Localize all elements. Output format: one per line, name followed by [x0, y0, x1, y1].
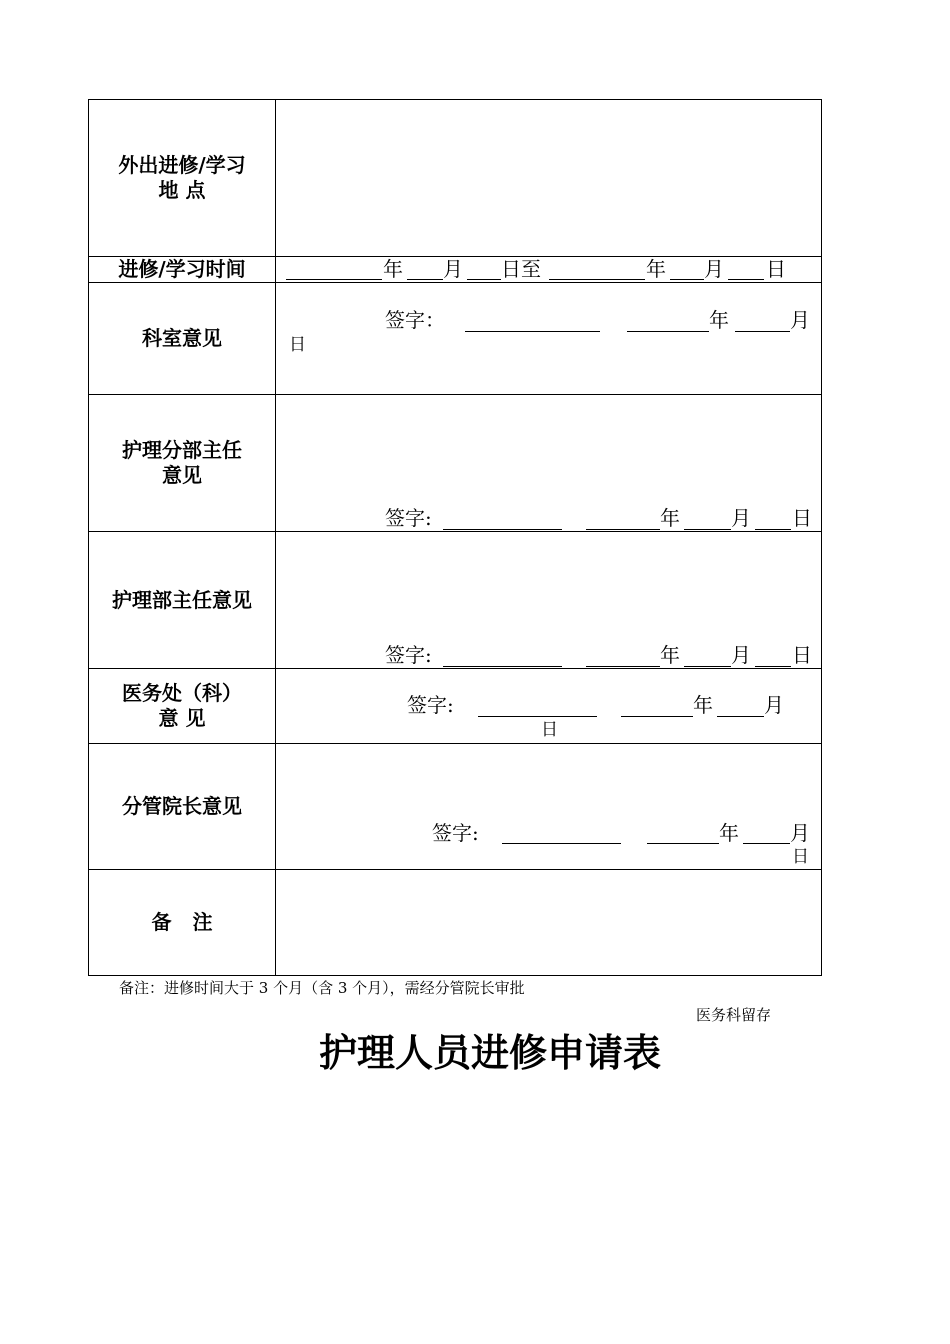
nursing-sub-sign-label: 签字:	[385, 506, 432, 530]
vp-year-unit: 年	[719, 821, 739, 845]
vice-president-label-text: 分管院长意见	[122, 794, 242, 818]
medical-affairs-sign-blank[interactable]	[478, 716, 597, 717]
nursing-dept-day-unit: 日	[792, 643, 812, 667]
end-day-blank[interactable]	[728, 279, 764, 280]
nursing-director-label	[89, 532, 276, 668]
medical-affairs-month-unit: 月	[764, 693, 784, 717]
start-day-to: 日至	[501, 257, 541, 281]
start-year-unit: 年	[383, 257, 403, 281]
remarks-label	[89, 870, 276, 975]
nursing-dept-day-blank[interactable]	[755, 666, 791, 667]
nursing-sub-month-blank[interactable]	[684, 529, 731, 530]
nursing-sub-sign-blank[interactable]	[443, 529, 562, 530]
vice-president-field[interactable]	[276, 744, 821, 869]
nursing-sub-year-unit: 年	[660, 506, 680, 530]
dept-day-unit: 日	[289, 335, 306, 355]
vice-president-label	[89, 744, 276, 869]
medical-affairs-line1: 医务处（科）	[122, 681, 242, 705]
medical-affairs-field[interactable]	[276, 669, 821, 743]
start-month-blank[interactable]	[407, 279, 443, 280]
medical-affairs-year-unit: 年	[693, 693, 713, 717]
dept-opinion-row	[89, 283, 821, 395]
nursing-sub-director-row	[89, 395, 821, 532]
medical-affairs-day-unit: 日	[541, 720, 558, 740]
page-title: 护理人员进修申请表	[318, 1031, 661, 1075]
nursing-sub-year-blank[interactable]	[586, 529, 660, 530]
nursing-dept-month-blank[interactable]	[684, 666, 731, 667]
nursing-dept-sign-label: 签字:	[385, 643, 432, 667]
form-table	[88, 99, 822, 976]
dept-opinion-label-text: 科室意见	[142, 326, 222, 350]
vp-sign-blank[interactable]	[502, 843, 621, 844]
vp-month-blank[interactable]	[743, 843, 790, 844]
nursing-dept-sign-blank[interactable]	[443, 666, 562, 667]
location-label-line1: 外出进修/学习	[118, 153, 246, 177]
nursing-sub-day-unit: 日	[792, 506, 812, 530]
dept-month-blank[interactable]	[735, 331, 790, 332]
nursing-sub-director-field[interactable]	[276, 395, 821, 531]
period-row	[89, 257, 821, 283]
period-field[interactable]	[276, 257, 821, 282]
location-label	[89, 100, 276, 256]
nursing-director-row	[89, 532, 821, 669]
vp-month-unit: 月	[790, 821, 810, 845]
remarks-row	[89, 870, 821, 975]
period-label-text: 进修/学习时间	[118, 257, 246, 281]
dept-sign-blank[interactable]	[465, 331, 600, 332]
remarks-field[interactable]	[276, 870, 821, 975]
vp-sign-label: 签字:	[432, 821, 479, 845]
dept-sign-label: 签字：	[385, 308, 445, 332]
end-month-blank[interactable]	[670, 279, 704, 280]
medical-affairs-label	[89, 669, 276, 743]
period-label	[89, 257, 276, 282]
nursing-sub-director-line1: 护理分部主任	[122, 438, 242, 462]
dept-opinion-label	[89, 283, 276, 394]
location-row	[89, 100, 821, 257]
nursing-sub-month-unit: 月	[731, 506, 751, 530]
end-year-unit: 年	[646, 257, 666, 281]
start-year-blank[interactable]	[286, 279, 382, 280]
nursing-director-field[interactable]	[276, 532, 821, 668]
location-field[interactable]	[276, 100, 821, 256]
nursing-sub-director-line2: 意见	[162, 463, 202, 487]
end-day-unit: 日	[766, 257, 786, 281]
end-year-blank[interactable]	[549, 279, 645, 280]
nursing-dept-month-unit: 月	[731, 643, 751, 667]
dept-month-unit: 月	[790, 308, 810, 332]
medical-affairs-line2: 意 见	[158, 706, 206, 730]
footnote: 备注：进修时间大于 3 个月（含 3 个月），需经分管院长审批	[119, 979, 525, 997]
end-month-unit: 月	[704, 257, 724, 281]
keep-note: 医务科留存	[696, 1006, 772, 1024]
dept-opinion-field[interactable]	[276, 283, 821, 394]
dept-year-unit: 年	[709, 308, 729, 332]
nursing-dept-year-blank[interactable]	[586, 666, 660, 667]
nursing-dept-year-unit: 年	[660, 643, 680, 667]
remarks-label-text: 备 注	[151, 910, 213, 934]
nursing-director-label-text: 护理部主任意见	[112, 587, 252, 612]
nursing-sub-director-label	[89, 395, 276, 531]
nursing-sub-day-blank[interactable]	[755, 529, 791, 530]
start-month-unit: 月	[443, 257, 463, 281]
medical-affairs-sign-label: 签字:	[407, 693, 454, 717]
vp-year-blank[interactable]	[647, 843, 719, 844]
dept-year-blank[interactable]	[627, 331, 709, 332]
medical-affairs-year-blank[interactable]	[621, 716, 693, 717]
start-day-blank[interactable]	[467, 279, 501, 280]
medical-affairs-row	[89, 669, 821, 744]
vice-president-row	[89, 744, 821, 870]
medical-affairs-month-blank[interactable]	[717, 716, 764, 717]
location-label-line2: 地 点	[158, 178, 206, 202]
vp-day-unit: 日	[792, 847, 809, 867]
